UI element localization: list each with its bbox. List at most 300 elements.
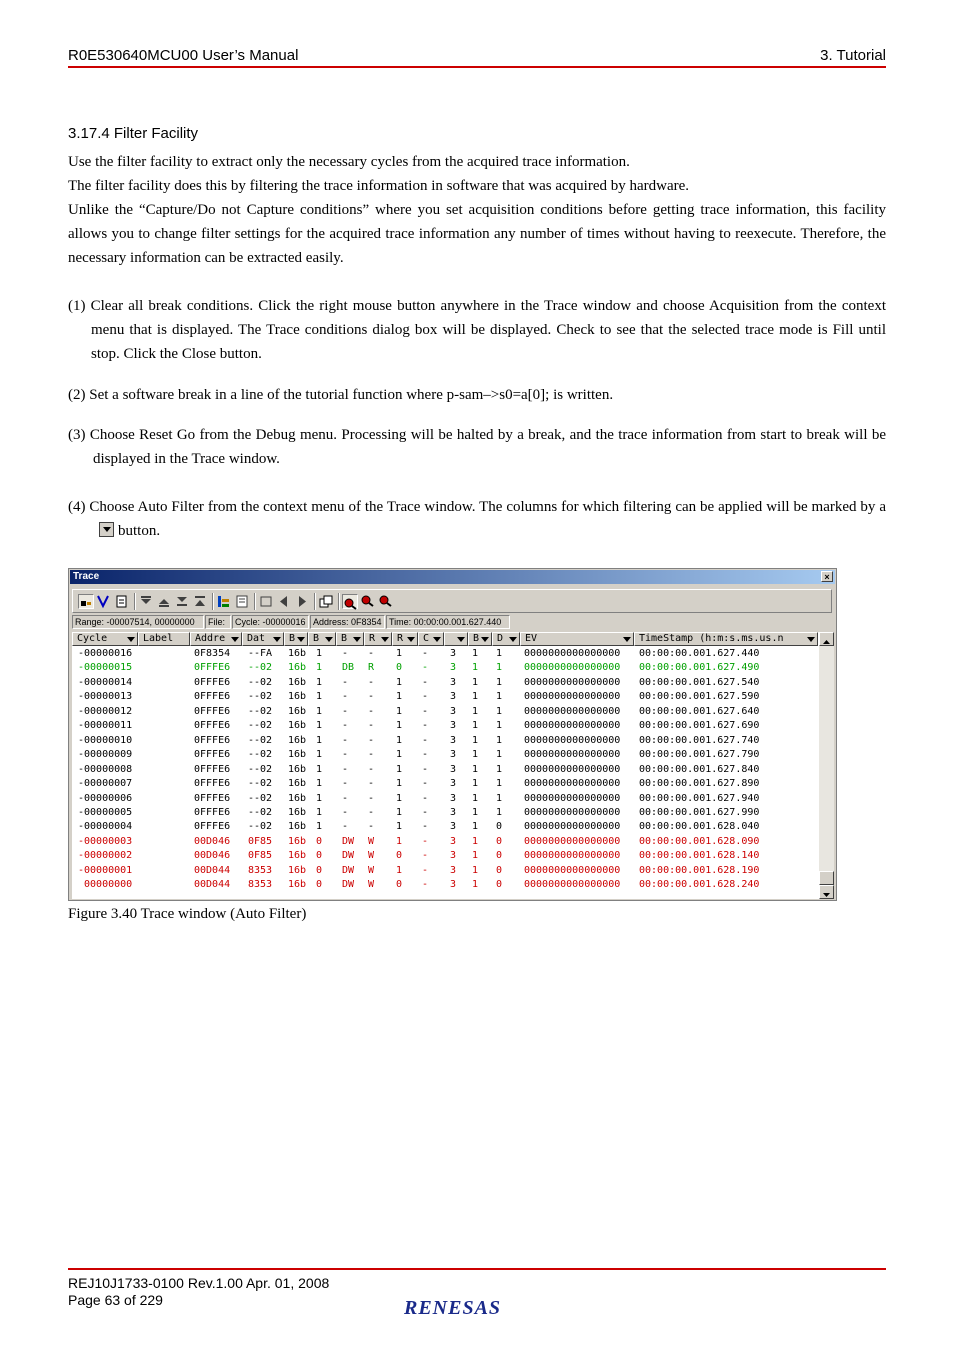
table-cell: 0FFFE6 bbox=[194, 806, 231, 818]
step-4-text: (4) Choose Auto Filter from the context menu of the Trace window. The columns for which filtering can be applied will be marked by a bbox=[68, 499, 886, 515]
table-cell: - bbox=[368, 792, 375, 804]
find-button[interactable] bbox=[342, 594, 358, 609]
table-row[interactable] bbox=[72, 835, 819, 849]
table-cell: 3 bbox=[450, 806, 457, 818]
table-cell: 1 bbox=[472, 821, 479, 833]
table-cell: 0FFFE6 bbox=[194, 821, 231, 833]
stop-icon bbox=[258, 594, 274, 609]
table-cell: 0FFFE6 bbox=[194, 734, 231, 746]
table-cell: - bbox=[422, 648, 429, 659]
trace-mode-button[interactable] bbox=[78, 594, 94, 609]
filter-dropdown-icon[interactable] bbox=[380, 634, 390, 644]
table-cell: 1 bbox=[316, 734, 323, 746]
table-row[interactable] bbox=[72, 777, 819, 791]
table-row[interactable] bbox=[72, 864, 819, 878]
table-cell: - bbox=[342, 763, 349, 775]
table-cell: 00D044 bbox=[194, 864, 231, 876]
table-row[interactable] bbox=[72, 647, 819, 661]
go-top-button[interactable] bbox=[156, 594, 172, 609]
table-cell: --02 bbox=[248, 792, 273, 804]
table-cell: 0000000000000000 bbox=[524, 850, 621, 862]
table-cell: 16b bbox=[288, 734, 307, 746]
table-cell: - bbox=[342, 778, 349, 790]
table-row[interactable] bbox=[72, 763, 819, 777]
table-cell: 1 bbox=[472, 763, 479, 775]
table-cell: 3 bbox=[450, 835, 457, 847]
column-header[interactable] bbox=[492, 632, 520, 646]
table-cell: 0F85 bbox=[248, 835, 273, 847]
column-header[interactable] bbox=[308, 632, 336, 646]
table-row[interactable] bbox=[72, 792, 819, 806]
table-cell: 16b bbox=[288, 864, 307, 876]
table-cell: 0000000000000000 bbox=[524, 691, 621, 703]
table-cell: - bbox=[422, 720, 429, 732]
table-cell: 1 bbox=[472, 835, 479, 847]
table-cell: 1 bbox=[316, 806, 323, 818]
table-cell: 16b bbox=[288, 720, 307, 732]
table-cell: 0000000000000000 bbox=[524, 864, 621, 876]
table-cell: 0000000000000000 bbox=[524, 778, 621, 790]
table-cell: 8353 bbox=[248, 879, 273, 891]
column-header[interactable] bbox=[392, 632, 418, 646]
column-header[interactable] bbox=[520, 632, 634, 646]
table-row[interactable] bbox=[72, 849, 819, 863]
filter-dropdown-icon[interactable] bbox=[432, 634, 442, 644]
table-cell: - bbox=[368, 734, 375, 746]
table-cell: 1 bbox=[316, 705, 323, 717]
table-cell: - bbox=[342, 705, 349, 717]
table-cell: - bbox=[368, 691, 375, 703]
table-cell: 1 bbox=[316, 792, 323, 804]
auto-filter-dropdown-icon bbox=[99, 522, 114, 537]
table-cell: 1 bbox=[472, 691, 479, 703]
arrow-up-icon bbox=[156, 594, 172, 609]
table-cell: --02 bbox=[248, 705, 273, 717]
table-cell: 00:00:00.001.627.740 bbox=[639, 734, 760, 746]
table-cell: 0000000000000000 bbox=[524, 879, 621, 891]
table-cell: 3 bbox=[450, 749, 457, 761]
table-cell: 3 bbox=[450, 662, 457, 674]
table-row[interactable] bbox=[72, 719, 819, 733]
table-cell: - bbox=[422, 763, 429, 775]
column-header-label: B bbox=[289, 633, 296, 644]
table-cell: - bbox=[422, 705, 429, 717]
table-cell: 1 bbox=[472, 648, 479, 659]
table-cell: - bbox=[342, 648, 349, 659]
chevron-down-icon bbox=[820, 889, 833, 901]
chevron-up-icon bbox=[820, 636, 833, 648]
table-cell: 0000000000000000 bbox=[524, 763, 621, 775]
backward-button[interactable] bbox=[276, 594, 292, 609]
table-cell: 1 bbox=[396, 648, 403, 659]
table-cell: 00000000 bbox=[78, 879, 133, 891]
table-cell: 1 bbox=[396, 835, 403, 847]
table-cell: 0FFFE6 bbox=[194, 705, 231, 717]
chapter-title: 3. Tutorial bbox=[820, 47, 886, 64]
column-header[interactable] bbox=[242, 632, 284, 646]
table-cell: 00D044 bbox=[194, 879, 231, 891]
column-header-label: Addre bbox=[195, 633, 226, 644]
scroll-down-button[interactable] bbox=[819, 885, 834, 899]
table-cell: - bbox=[368, 778, 375, 790]
table-row[interactable] bbox=[72, 690, 819, 704]
table-cell: 1 bbox=[496, 749, 503, 761]
go-bottom-button[interactable] bbox=[138, 594, 154, 609]
table-cell: 1 bbox=[396, 691, 403, 703]
table-cell: 0FFFE6 bbox=[194, 720, 231, 732]
table-cell: 1 bbox=[316, 676, 323, 688]
address-field: Address: 0F8354 bbox=[310, 615, 385, 629]
copy-icon bbox=[318, 594, 334, 609]
table-cell: 1 bbox=[472, 792, 479, 804]
column-header-label: R bbox=[397, 633, 404, 644]
step-down-button[interactable] bbox=[174, 594, 190, 609]
table-cell: 1 bbox=[396, 792, 403, 804]
table-cell: 1 bbox=[396, 864, 403, 876]
tree-view-button[interactable] bbox=[216, 594, 232, 609]
table-row[interactable] bbox=[72, 878, 819, 892]
table-cell: -00000003 bbox=[78, 835, 133, 847]
table-cell: 1 bbox=[396, 763, 403, 775]
column-header-label: B bbox=[341, 633, 348, 644]
table-cell: 1 bbox=[496, 763, 503, 775]
table-cell: DW bbox=[342, 879, 355, 891]
search-next-icon bbox=[360, 594, 376, 609]
step-4 bbox=[68, 495, 886, 543]
table-cell: 1 bbox=[316, 749, 323, 761]
table-cell: 16b bbox=[288, 763, 307, 775]
table-cell: 0 bbox=[316, 850, 323, 862]
table-cell: 00:00:00.001.628.090 bbox=[639, 835, 760, 847]
table-cell: 16b bbox=[288, 648, 307, 659]
table-cell: - bbox=[342, 720, 349, 732]
table-cell: 0FFFE6 bbox=[194, 662, 231, 674]
table-cell: 0F8354 bbox=[194, 648, 231, 659]
table-cell: --02 bbox=[248, 676, 273, 688]
table-cell: 00:00:00.001.628.240 bbox=[639, 879, 760, 891]
source-view-button[interactable] bbox=[234, 594, 250, 609]
step-1-text: (1) Clear all break conditions. Click the right mouse button anywhere in the Trace window and choose Acquisition from the context menu that is displayed. The Trace conditions dialog box will be displayed. Check to see that the selected trace mode is Fill until stop. Click the Close button. bbox=[68, 298, 886, 362]
table-cell: 0 bbox=[496, 850, 503, 862]
column-header-label: B bbox=[473, 633, 480, 644]
intro-paragraph-3: Unlike the “Capture/Do not Capture conditions” where you set acquisition conditions before getting trace information, this facility allows you to change filter settings for the acquired trace information any number of times without having to reexecute. Therefore, the necessary information can be extracted easily. bbox=[68, 202, 886, 266]
trace-window[interactable] bbox=[68, 568, 837, 901]
table-cell: 0000000000000000 bbox=[524, 662, 621, 674]
table-cell: 00:00:00.001.627.890 bbox=[639, 778, 760, 790]
table-cell: 1 bbox=[472, 806, 479, 818]
table-cell: -00000002 bbox=[78, 850, 133, 862]
table-cell: - bbox=[368, 763, 375, 775]
table-cell: 0FFFE6 bbox=[194, 749, 231, 761]
table-cell: 0000000000000000 bbox=[524, 749, 621, 761]
column-header[interactable] bbox=[72, 632, 138, 646]
table-cell: 16b bbox=[288, 676, 307, 688]
table-cell: 3 bbox=[450, 734, 457, 746]
table-cell: 1 bbox=[472, 749, 479, 761]
column-header-label: D bbox=[497, 633, 504, 644]
table-cell: 3 bbox=[450, 850, 457, 862]
table-cell: 3 bbox=[450, 778, 457, 790]
column-header-label: R bbox=[369, 633, 376, 644]
table-cell: 00:00:00.001.628.190 bbox=[639, 864, 760, 876]
table-cell: W bbox=[368, 850, 375, 862]
column-header[interactable] bbox=[138, 632, 190, 646]
table-row[interactable] bbox=[72, 734, 819, 748]
table-cell: - bbox=[422, 734, 429, 746]
table-cell: DW bbox=[342, 864, 355, 876]
table-cell: 0FFFE6 bbox=[194, 676, 231, 688]
table-cell: - bbox=[422, 821, 429, 833]
table-cell: 00:00:00.001.628.040 bbox=[639, 821, 760, 833]
table-cell: 1 bbox=[472, 864, 479, 876]
table-cell: 0 bbox=[496, 821, 503, 833]
column-header[interactable] bbox=[634, 632, 818, 646]
table-cell: 1 bbox=[472, 720, 479, 732]
table-cell: 1 bbox=[316, 691, 323, 703]
table-cell: -00000009 bbox=[78, 749, 133, 761]
table-cell: - bbox=[342, 806, 349, 818]
filter-dropdown-icon[interactable] bbox=[324, 634, 334, 644]
filter-dropdown-icon[interactable] bbox=[272, 634, 282, 644]
table-cell: 1 bbox=[496, 720, 503, 732]
table-cell: - bbox=[342, 749, 349, 761]
table-cell: 16b bbox=[288, 850, 307, 862]
trace-table[interactable] bbox=[72, 632, 819, 899]
filter-dropdown-icon[interactable] bbox=[230, 634, 240, 644]
table-cell: 1 bbox=[396, 705, 403, 717]
table-cell: 3 bbox=[450, 864, 457, 876]
table-cell: 16b bbox=[288, 879, 307, 891]
filter-icon bbox=[96, 594, 112, 609]
table-cell: 0000000000000000 bbox=[524, 835, 621, 847]
column-header-label: EV bbox=[525, 633, 538, 644]
page-number: Page 63 of 229 bbox=[68, 1292, 163, 1308]
table-cell: -00000006 bbox=[78, 792, 133, 804]
table-cell: - bbox=[422, 864, 429, 876]
table-cell: 3 bbox=[450, 821, 457, 833]
time-field: Time: 00:00:00.001.627.440 bbox=[386, 615, 510, 629]
find-prev-button[interactable] bbox=[378, 594, 394, 609]
filter-button[interactable] bbox=[96, 594, 112, 609]
table-cell: 0 bbox=[496, 835, 503, 847]
table-cell: 16b bbox=[288, 778, 307, 790]
table-cell: --FA bbox=[248, 648, 273, 659]
halt-button[interactable] bbox=[258, 594, 274, 609]
table-cell: 16b bbox=[288, 821, 307, 833]
table-cell: 0 bbox=[396, 879, 403, 891]
column-header[interactable] bbox=[284, 632, 308, 646]
column-header[interactable] bbox=[468, 632, 492, 646]
table-cell: --02 bbox=[248, 662, 273, 674]
table-cell: --02 bbox=[248, 691, 273, 703]
manual-title: R0E530640MCU00 User’s Manual bbox=[68, 47, 299, 64]
table-cell: 16b bbox=[288, 792, 307, 804]
table-cell: 1 bbox=[396, 778, 403, 790]
table-cell: - bbox=[368, 749, 375, 761]
step-3 bbox=[68, 423, 886, 471]
table-cell: 3 bbox=[450, 879, 457, 891]
table-cell: 1 bbox=[472, 705, 479, 717]
table-cell: 1 bbox=[316, 662, 323, 674]
table-cell: -00000012 bbox=[78, 705, 133, 717]
toolbar-separator bbox=[254, 593, 256, 610]
table-cell: 3 bbox=[450, 763, 457, 775]
table-cell: 0 bbox=[496, 864, 503, 876]
table-cell: 0000000000000000 bbox=[524, 648, 621, 659]
section-title: 3.17.4 Filter Facility bbox=[68, 125, 199, 142]
table-cell: 1 bbox=[496, 662, 503, 674]
table-cell: --02 bbox=[248, 763, 273, 775]
table-cell: 16b bbox=[288, 691, 307, 703]
table-cell: DW bbox=[342, 835, 355, 847]
table-cell: 0FFFE6 bbox=[194, 792, 231, 804]
filter-dropdown-icon[interactable] bbox=[296, 634, 306, 644]
table-cell: - bbox=[422, 850, 429, 862]
table-cell: -00000005 bbox=[78, 806, 133, 818]
table-cell: R bbox=[368, 662, 375, 674]
scroll-thumb[interactable] bbox=[819, 871, 834, 885]
column-header[interactable] bbox=[444, 632, 468, 646]
table-cell: -00000007 bbox=[78, 778, 133, 790]
filter-dropdown-icon[interactable] bbox=[126, 634, 136, 644]
filter-dropdown-icon[interactable] bbox=[508, 634, 518, 644]
table-cell: - bbox=[368, 648, 375, 659]
table-cell: 0FFFE6 bbox=[194, 691, 231, 703]
table-cell: 3 bbox=[450, 720, 457, 732]
close-button[interactable]: × bbox=[821, 571, 833, 582]
document-id: REJ10J1733-0100 Rev.1.00 Apr. 01, 2008 bbox=[68, 1275, 330, 1291]
renesas-logo bbox=[402, 1292, 552, 1322]
table-cell: -00000014 bbox=[78, 676, 133, 688]
table-cell: 0000000000000000 bbox=[524, 720, 621, 732]
table-row[interactable] bbox=[72, 748, 819, 762]
renesas-logo-text: RENESAS bbox=[404, 1297, 502, 1319]
filter-dropdown-icon[interactable] bbox=[480, 634, 490, 644]
table-row[interactable] bbox=[72, 705, 819, 719]
table-cell: - bbox=[368, 676, 375, 688]
table-cell: 0FFFE6 bbox=[194, 763, 231, 775]
toolbar-separator bbox=[338, 593, 340, 610]
table-cell: 1 bbox=[496, 792, 503, 804]
trace-window-title: Trace bbox=[73, 571, 100, 582]
column-header[interactable] bbox=[336, 632, 364, 646]
intro-paragraph-1: Use the filter facility to extract only the necessary cycles from the acquired trace information. bbox=[68, 154, 630, 170]
table-cell: -00000008 bbox=[78, 763, 133, 775]
table-cell: 1 bbox=[396, 821, 403, 833]
table-cell: 1 bbox=[496, 734, 503, 746]
table-row[interactable] bbox=[72, 661, 819, 675]
table-cell: 16b bbox=[288, 662, 307, 674]
triangle-left-icon bbox=[276, 594, 292, 609]
table-cell: 1 bbox=[496, 676, 503, 688]
header-rule bbox=[68, 66, 886, 68]
table-cell: -00000013 bbox=[78, 691, 133, 703]
step-3-text: (3) Choose Reset Go from the Debug menu. Processing will be halted by a break, and the trace information from start to break will be displayed in the Trace window. bbox=[68, 427, 886, 467]
table-cell: 1 bbox=[472, 850, 479, 862]
table-cell: 00:00:00.001.627.990 bbox=[639, 806, 760, 818]
table-cell: DW bbox=[342, 850, 355, 862]
trace-toolbar bbox=[72, 589, 832, 613]
table-cell: 3 bbox=[450, 691, 457, 703]
table-cell: 00:00:00.001.628.140 bbox=[639, 850, 760, 862]
filter-dropdown-icon[interactable] bbox=[622, 634, 632, 644]
table-cell: --02 bbox=[248, 806, 273, 818]
column-header[interactable] bbox=[418, 632, 444, 646]
table-cell: 0F85 bbox=[248, 850, 273, 862]
table-cell: --02 bbox=[248, 734, 273, 746]
list-icon bbox=[234, 594, 250, 609]
save-button[interactable] bbox=[114, 594, 130, 609]
table-cell: - bbox=[368, 821, 375, 833]
triangle-right-icon bbox=[294, 594, 310, 609]
filter-dropdown-icon[interactable] bbox=[456, 634, 466, 644]
table-cell: 00:00:00.001.627.790 bbox=[639, 749, 760, 761]
footer-rule bbox=[68, 1268, 886, 1270]
step-up-button[interactable] bbox=[192, 594, 208, 609]
table-cell: 0 bbox=[316, 835, 323, 847]
search-icon bbox=[343, 597, 357, 610]
search-prev-icon bbox=[378, 594, 394, 609]
step-down-icon bbox=[174, 594, 190, 609]
table-cell: 00:00:00.001.627.840 bbox=[639, 763, 760, 775]
table-cell: 00:00:00.001.627.440 bbox=[639, 648, 760, 659]
table-cell: - bbox=[422, 778, 429, 790]
table-cell: - bbox=[422, 691, 429, 703]
trace-window-titlebar[interactable] bbox=[70, 570, 835, 584]
forward-button[interactable] bbox=[294, 594, 310, 609]
vertical-scrollbar[interactable] bbox=[819, 632, 834, 899]
table-cell: -00000015 bbox=[78, 662, 133, 674]
table-cell: - bbox=[422, 835, 429, 847]
intro-paragraph-2: The filter facility does this by filtering the trace information in software that was acquired by hardware. bbox=[68, 178, 690, 194]
step-2: (2) Set a software break in a line of the tutorial function where p-sam–>s0=a[0]; is written. bbox=[68, 387, 614, 403]
column-header[interactable] bbox=[364, 632, 392, 646]
table-cell: 1 bbox=[316, 763, 323, 775]
table-cell: 0FFFE6 bbox=[194, 778, 231, 790]
table-cell: 0000000000000000 bbox=[524, 821, 621, 833]
table-cell: 0 bbox=[496, 879, 503, 891]
filter-dropdown-icon[interactable] bbox=[806, 634, 816, 644]
column-header[interactable] bbox=[190, 632, 242, 646]
table-cell: W bbox=[368, 835, 375, 847]
table-cell: -00000011 bbox=[78, 720, 133, 732]
find-next-button[interactable] bbox=[360, 594, 376, 609]
table-cell: - bbox=[368, 806, 375, 818]
table-cell: DB bbox=[342, 662, 355, 674]
filter-dropdown-icon[interactable] bbox=[406, 634, 416, 644]
table-cell: 00D046 bbox=[194, 850, 231, 862]
table-row[interactable] bbox=[72, 676, 819, 690]
tree-icon bbox=[216, 594, 232, 609]
scroll-up-button[interactable] bbox=[819, 632, 834, 646]
table-row[interactable] bbox=[72, 820, 819, 834]
table-cell: 16b bbox=[288, 806, 307, 818]
document-icon bbox=[114, 594, 130, 609]
table-cell: 1 bbox=[472, 676, 479, 688]
toolbar-separator bbox=[134, 593, 136, 610]
table-cell: 8353 bbox=[248, 864, 273, 876]
table-cell: - bbox=[422, 806, 429, 818]
table-cell: -00000001 bbox=[78, 864, 133, 876]
table-cell: 00D046 bbox=[194, 835, 231, 847]
table-row[interactable] bbox=[72, 806, 819, 820]
filter-dropdown-icon[interactable] bbox=[352, 634, 362, 644]
table-cell: - bbox=[342, 691, 349, 703]
copy-button[interactable] bbox=[318, 594, 334, 609]
table-cell: 0000000000000000 bbox=[524, 676, 621, 688]
table-cell: 0 bbox=[396, 662, 403, 674]
column-header-label: Cycle bbox=[77, 633, 108, 644]
